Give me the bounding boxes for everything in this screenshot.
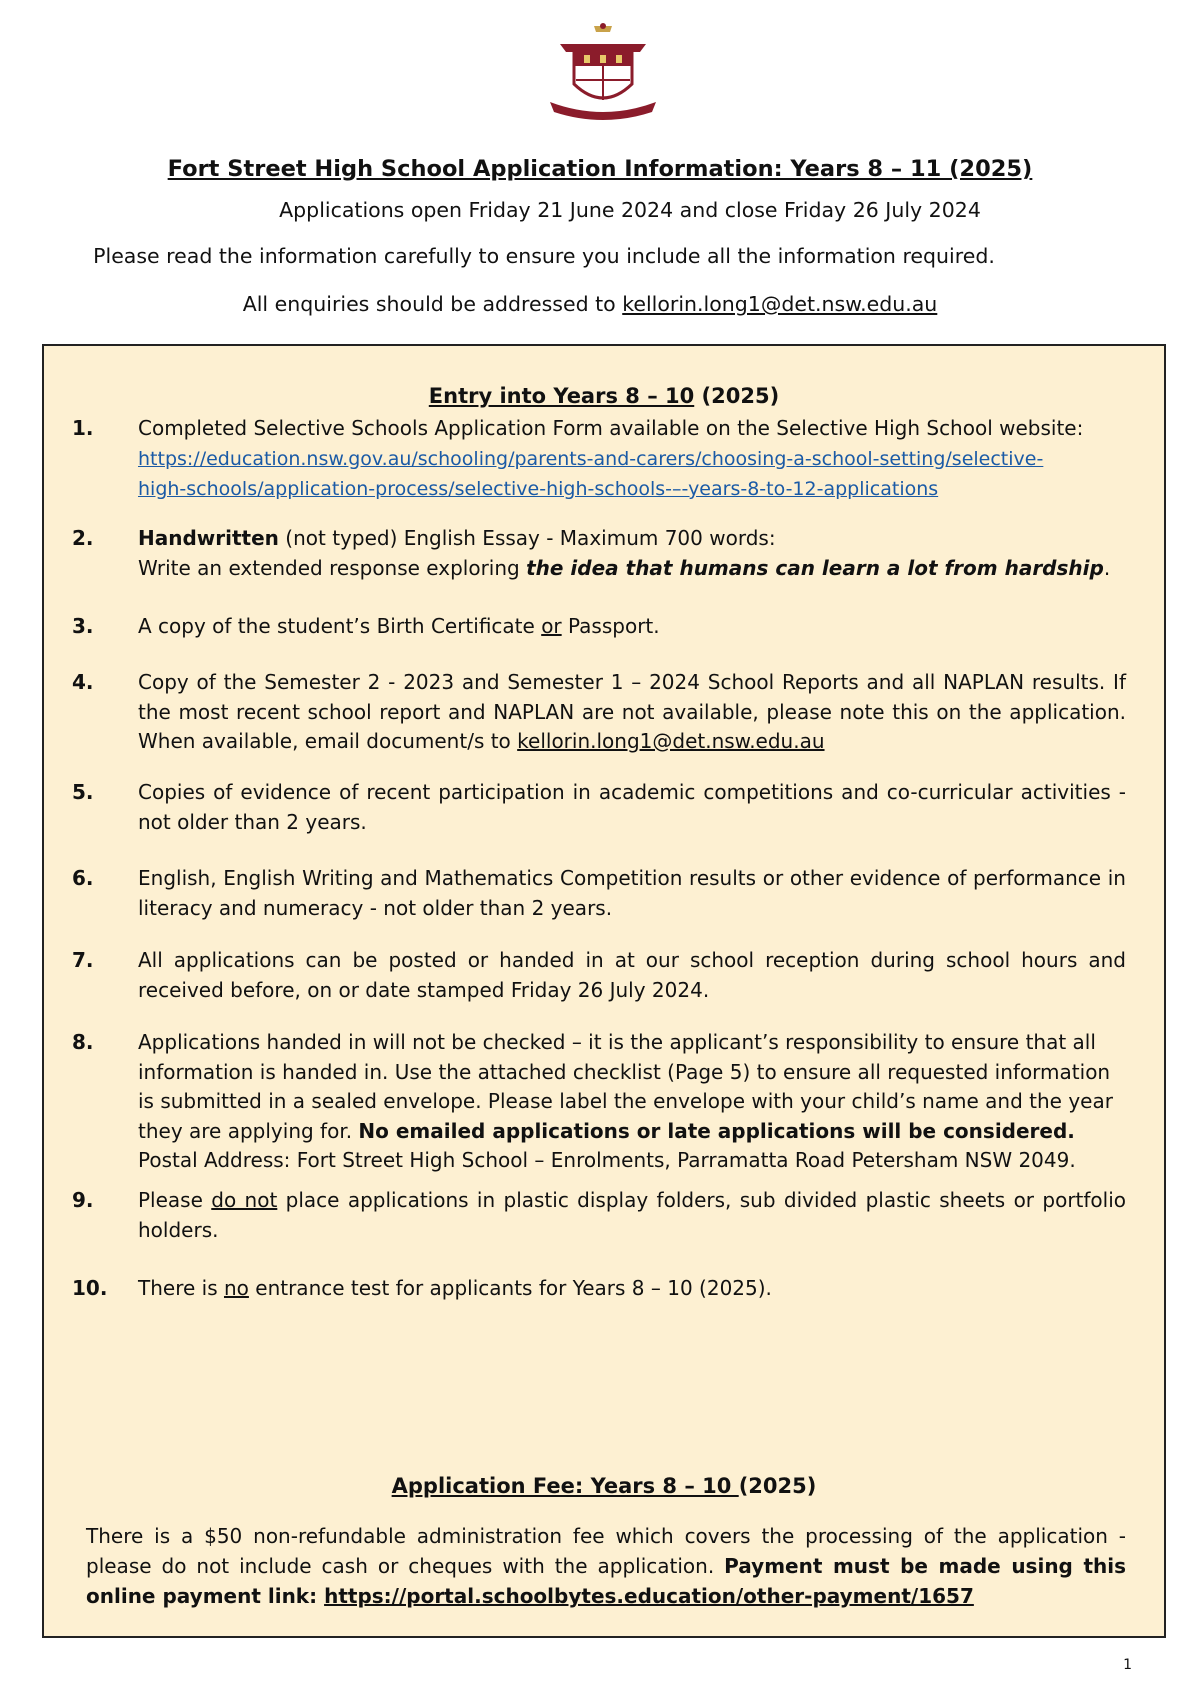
- list-item: 8. Applications handed in will not be checked – it is the applicant’s responsibility to ensure that all information is handed in. Use the attached checklist (Page 5) to ensure all requested information is submitted in a sealed envelope. Please label the envelope with your child’s name and the year they are applying for. No emailed applications or late applications will be considered. Postal Address: Fort Street High School – Enrolments, Parramatta Road Petersham NSW 2049.: [72, 1030, 1113, 1172]
- list-item: 10. There is no entrance test for applicants for Years 8 – 10 (2025).: [72, 1276, 772, 1300]
- page-number: 1: [1123, 1657, 1132, 1673]
- list-item: 6. English, English Writing and Mathematics Competition results or other evidence of performance in literacy and numeracy - not older than 2 years.: [72, 866, 1126, 920]
- list-item: 2. Handwritten (not typed) English Essay - Maximum 700 words: Write an extended response exploring the idea that humans can learn a lot from hardship.: [72, 526, 1111, 580]
- list-item: 1. Completed Selective Schools Application Form available on the Selective High School website: https://education.nsw.gov.au/schooling/parents-and-carers/choosing-a-school-setting/selective- high-schools/application-process/selective-high-schools-–-years-8-to-12-applications: [72, 416, 1084, 500]
- list-item: 3. A copy of the student’s Birth Certificate or Passport.: [72, 614, 660, 638]
- list-item: 5. Copies of evidence of recent participation in academic competitions and co-curricular activities - not older than 2 years.: [72, 780, 1126, 834]
- payment-link[interactable]: https://portal.schoolbytes.education/other-payment/1657: [324, 1584, 974, 1608]
- selective-schools-link[interactable]: https://education.nsw.gov.au/schooling/parents-and-carers/choosing-a-school-setting/selective-: [138, 447, 1044, 470]
- fee-heading: Application Fee: Years 8 – 10 (2025): [391, 1474, 817, 1498]
- entry-heading: Entry into Years 8 – 10 (2025): [428, 384, 780, 408]
- read-note: Please read the information carefully to ensure you include all the information required.: [93, 244, 995, 268]
- list-item: 4. Copy of the Semester 2 - 2023 and Semester 1 – 2024 School Reports and all NAPLAN results. If the most recent school report and NAPLAN are not available, please note this on the application. When available, email document/s to kellorin.long1@det.nsw.edu.au: [72, 670, 1126, 753]
- selective-schools-link-cont[interactable]: high-schools/application-process/selective-high-schools-–-years-8-to-12-applications: [138, 478, 939, 500]
- fee-text: There is a $50 non-refundable administration fee which covers the processing of the application - please do not include cash or cheques with the application. Payment must be made using this online payment link: https://portal.schoolbytes.education/other-payment/1657: [86, 1524, 1127, 1608]
- list-item: 9. Please do not place applications in plastic display folders, sub divided plastic sheets or portfolio holders.: [72, 1188, 1127, 1242]
- application-dates: Applications open Friday 21 June 2024 and close Friday 26 July 2024: [279, 198, 981, 222]
- document-title: Fort Street High School Application Information: Years 8 – 11 (2025): [167, 156, 1033, 182]
- information-box: [42, 344, 1166, 1638]
- enquiries-email-link[interactable]: kellorin.long1@det.nsw.edu.au: [622, 292, 938, 316]
- list-item: 7. All applications can be posted or handed in at our school reception during school hours and received before, on or date stamped Friday 26 July 2024.: [72, 948, 1126, 1002]
- email-link[interactable]: kellorin.long1@det.nsw.edu.au: [517, 729, 825, 753]
- enquiries-line: All enquiries should be addressed to kellorin.long1@det.nsw.edu.au: [242, 292, 938, 316]
- school-crest-logo: [544, 22, 662, 122]
